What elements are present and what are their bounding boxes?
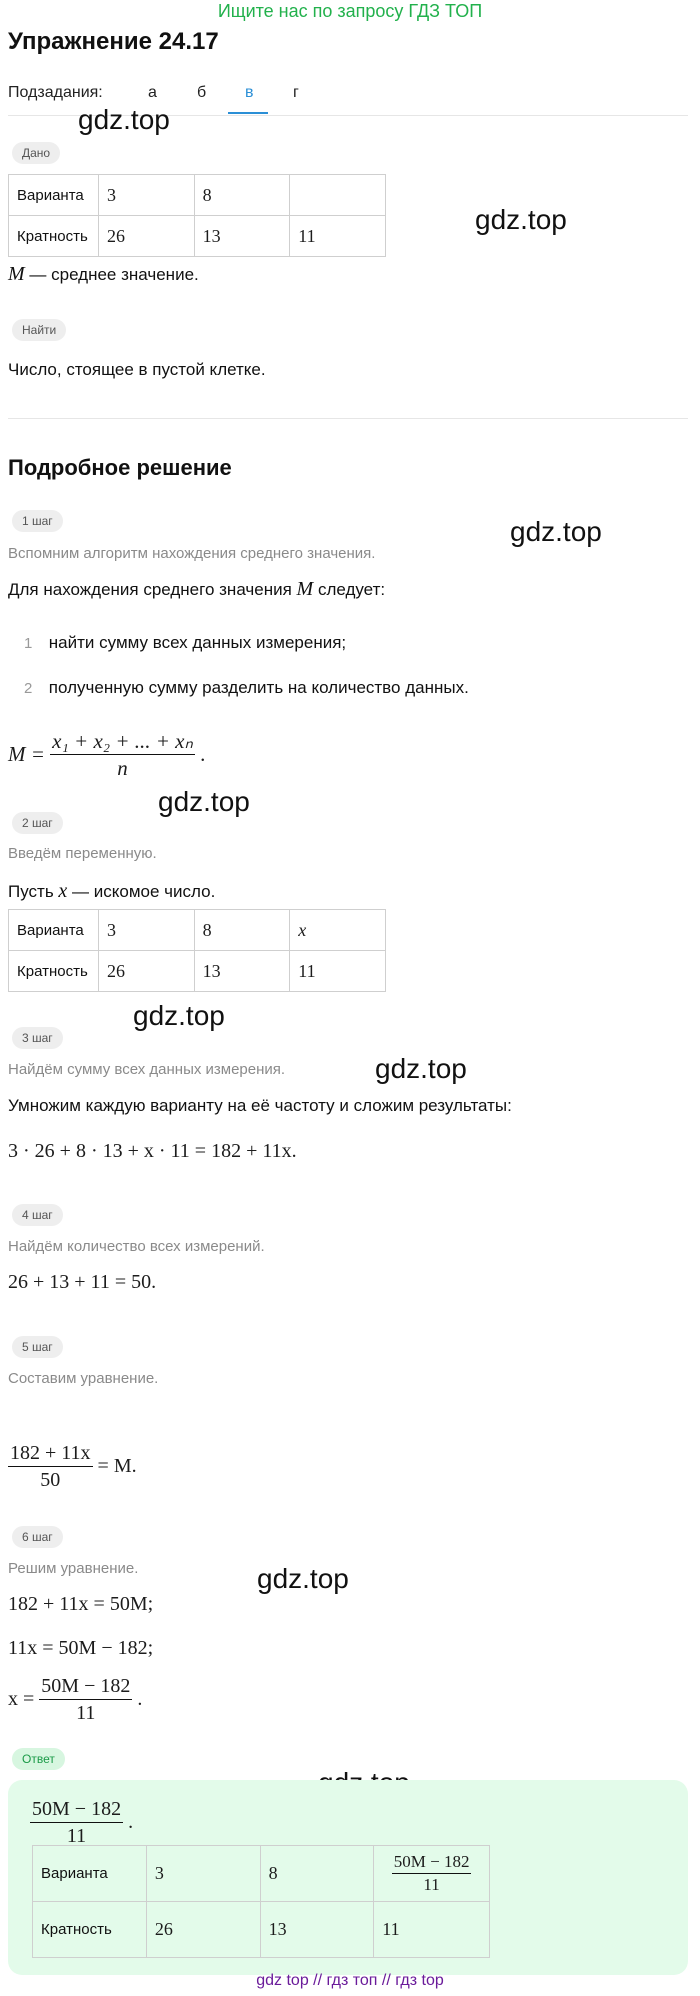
table-row: [9, 951, 386, 992]
fraction: [8, 1440, 93, 1493]
step-text-part: Для нахождения среднего значения: [8, 580, 292, 599]
solution-title: Подробное решение: [8, 455, 232, 480]
fraction-numerator: 50M − 182: [30, 1796, 123, 1823]
table-row: [33, 1902, 490, 1958]
step-hint: Вспомним алгоритм нахождения среднего значения.: [8, 545, 376, 562]
list-number: 2: [24, 680, 33, 697]
step-hint: Решим уравнение.: [8, 1560, 139, 1577]
table-cell: Кратность: [33, 1902, 147, 1958]
step-chip: 3 шаг: [12, 1027, 63, 1049]
watermark: gdz.top: [158, 786, 250, 817]
fraction-denominator: n: [117, 756, 128, 780]
list-number: 1: [24, 635, 33, 652]
table-cell: 11: [374, 1902, 490, 1958]
variable-table: [8, 909, 386, 992]
step-text-part: Пусть: [8, 882, 54, 901]
answer-table: [32, 1845, 490, 1958]
step-chip: 4 шаг: [12, 1204, 63, 1226]
fraction: [392, 1851, 472, 1896]
table-cell: Варианта: [9, 175, 99, 216]
step-text-part: — искомое число.: [72, 882, 216, 901]
step-chip: 1 шаг: [12, 510, 63, 532]
empty-cell: [290, 175, 386, 216]
fraction-numerator: 50M − 182: [39, 1673, 132, 1700]
math-symbol: M: [8, 263, 25, 285]
table-row: [9, 910, 386, 951]
table-cell: 8: [260, 1846, 374, 1902]
table-cell: x: [290, 910, 386, 951]
search-banner: Ищите нас по запросу ГДЗ ТОП: [217, 1, 483, 21]
step-hint: Найдём сумму всех данных измерения.: [8, 1061, 286, 1078]
table-cell: 26: [98, 951, 194, 992]
solve-line-2: 11x = 50M − 182;: [8, 1637, 154, 1659]
fraction-denominator: 50: [40, 1469, 61, 1491]
table-cell: Кратность: [9, 951, 99, 992]
watermark: gdz.top: [375, 1053, 467, 1084]
watermark: gdz.top: [257, 1563, 349, 1594]
tab-v[interactable]: в: [245, 84, 254, 101]
fraction-denominator: 11: [66, 1825, 87, 1847]
table-cell: 26: [146, 1902, 260, 1958]
list-text: полученную сумму разделить на количество данных.: [48, 678, 469, 697]
find-chip: Найти: [12, 319, 66, 341]
mean-formula: [8, 728, 205, 781]
fraction-numerator: x₁ + x₂ + ... + xₙ: [52, 729, 193, 753]
table-cell: 11: [290, 951, 386, 992]
given-chip: Дано: [12, 142, 60, 164]
footer-link[interactable]: гдз топ: [326, 1972, 378, 1989]
equation-right: = M.: [97, 1455, 137, 1477]
table-cell: 13: [194, 216, 290, 257]
given-m-text: — среднее значение.: [29, 265, 199, 284]
list-item: [24, 678, 469, 698]
footer-separator: //: [313, 1972, 323, 1989]
table-cell: Кратность: [9, 216, 99, 257]
table-row: [9, 216, 386, 257]
step-chip: 5 шаг: [12, 1336, 63, 1358]
table-cell: 13: [260, 1902, 374, 1958]
table-cell: Варианта: [33, 1846, 147, 1902]
formula-left: M =: [8, 742, 45, 766]
divider: [8, 418, 688, 419]
step-hint: Введём переменную.: [8, 845, 157, 862]
fraction: [50, 728, 195, 781]
step-chip: 2 шаг: [12, 812, 63, 834]
table-cell: 3: [98, 910, 194, 951]
answer-formula: [30, 1796, 133, 1849]
tab-g[interactable]: г: [293, 84, 299, 101]
given-m-line: [8, 263, 199, 286]
step-text-part: следует:: [317, 580, 386, 599]
step-text: [8, 578, 385, 601]
list-text: найти сумму всех данных измерения;: [48, 633, 347, 652]
tab-a[interactable]: а: [148, 84, 157, 101]
solve-line-3: [8, 1673, 142, 1726]
step-text: [8, 880, 215, 903]
active-tab-indicator: [228, 112, 268, 114]
table-cell: Варианта: [9, 910, 99, 951]
table-cell: 3: [98, 175, 194, 216]
footer-link[interactable]: gdz top: [256, 1972, 309, 1989]
watermark: gdz.top: [133, 1000, 225, 1031]
step-text: Умножим каждую варианту на её частоту и сложим результаты:: [8, 1096, 512, 1115]
formula-end: .: [200, 742, 206, 766]
sum-formula: 3 · 26 + 8 · 13 + x · 11 = 182 + 11x.: [8, 1140, 297, 1162]
table-cell: 11: [290, 216, 386, 257]
watermark: gdz.top: [510, 516, 602, 547]
fraction: [39, 1673, 132, 1726]
table-cell: 8: [194, 910, 290, 951]
table-cell: 13: [194, 951, 290, 992]
subtasks-label: Подзадания:: [8, 84, 103, 101]
exercise-title: Упражнение 24.17: [8, 28, 219, 55]
solve-line-1: 182 + 11x = 50M;: [8, 1593, 154, 1615]
footer-links: [0, 1972, 700, 1990]
fraction: [30, 1796, 123, 1849]
table-row: [33, 1846, 490, 1902]
formula-end: .: [128, 1811, 134, 1833]
given-table: [8, 174, 386, 257]
table-cell: 26: [98, 216, 194, 257]
step-hint: Найдём количество всех измерений.: [8, 1238, 265, 1255]
fraction-numerator: 182 + 11x: [8, 1440, 93, 1467]
table-row: [9, 175, 386, 216]
table-cell: [374, 1846, 490, 1902]
list-item: [24, 633, 346, 653]
tab-b[interactable]: б: [197, 84, 207, 101]
table-cell: 8: [194, 175, 290, 216]
math-symbol: x: [58, 880, 68, 902]
formula-left: x =: [8, 1688, 35, 1710]
footer-link[interactable]: гдз top: [395, 1972, 444, 1989]
footer-separator: //: [381, 1972, 391, 1989]
equation: [8, 1440, 137, 1493]
fraction-denominator: 11: [76, 1702, 96, 1724]
formula-end: .: [137, 1688, 143, 1710]
answer-chip: Ответ: [12, 1748, 65, 1770]
step-chip: 6 шаг: [12, 1526, 63, 1548]
table-cell: 3: [146, 1846, 260, 1902]
math-symbol: M: [296, 578, 314, 600]
watermark: gdz.top: [475, 204, 567, 235]
fraction-denominator: 11: [423, 1875, 440, 1894]
find-text: Число, стоящее в пустой клетке.: [8, 360, 266, 379]
watermark: gdz.top: [78, 104, 170, 135]
fraction-numerator: 50M − 182: [392, 1851, 472, 1874]
step-hint: Составим уравнение.: [8, 1370, 159, 1387]
count-formula: 26 + 13 + 11 = 50.: [8, 1271, 157, 1293]
